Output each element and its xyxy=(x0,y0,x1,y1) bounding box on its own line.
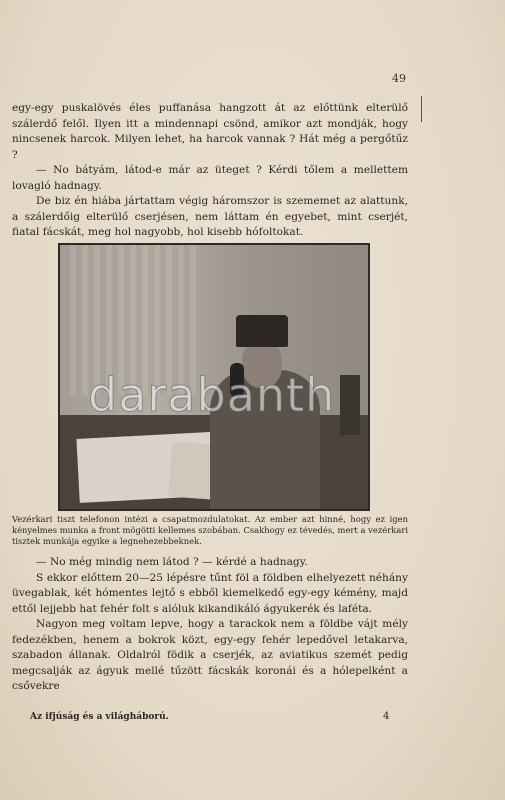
footer-book-title: Az ifjúság és a világháború. xyxy=(30,712,169,722)
margin-pencil-mark xyxy=(421,96,422,122)
paragraph: De biz én hiába jártattam végig háromszor is szememet az alattunk, a szálerdőig elterülő cserjésen, nem láttam én egyebet, mint cserjét, fiatal fácskát, meg hol nagyobb, hol kisebb hófoltokat. xyxy=(12,195,408,238)
paragraph: S ekkor előttem 20—25 lépésre tűnt föl a földben elhelyezett néhány üvegablak, két hómentes lejtő s ebből kiemelkedő egy-egy kémény, majd ettől lejjebb hat fehér folt s alóluk kikandikáló ágyukerék és laféta. xyxy=(12,571,408,615)
paragraph: egy-egy puskalövés éles puffanása hangzott át az előttünk elterülő szálerdő felől. Ilyen itt a mindennapi csönd, amikor azt mondják, hogy nincsenek harcok. Milyen lehet, ha harcok vannak ? Hát még a pergőtűz ? xyxy=(12,102,408,161)
footer-signature-mark: 4 xyxy=(383,711,390,722)
bottom-text-block xyxy=(12,555,408,695)
paragraph: — No még mindig nem látod ? — kérdé a hadnagy. xyxy=(36,556,308,568)
photo-officer-cap xyxy=(236,315,288,347)
paragraph: Nagyon meg voltam lepve, hogy a tarackok nem a földbe vájt mély fedezékben, henem a bokrok közt, egy-egy fehér lepedővel letakarva, szabadon állanak. Oldalról födik a cserjék, az aviatikus szemét pedig megcsalják az ágyuk mellé tűzött fácskák koronái és a hólepelként a csővekre xyxy=(12,618,408,692)
page-number: 49 xyxy=(392,72,406,85)
top-text-block xyxy=(12,101,408,241)
photo-caption: Vezérkari tiszt telefonon intézi a csapatmozdulatokat. Az ember azt hinné, hogy ez igen kényelmes munka a front mögötti kellemes szobában. Csakhogy ez tévedés, mert a vezérkari tisztek munkája egyike a legnehezebbeknek. xyxy=(12,514,408,546)
watermark: darabanth xyxy=(88,368,336,422)
paragraph: — No bátyám, látod-e már az üteget ? Kérdi tőlem a mellettem lovagló hadnagy. xyxy=(12,164,408,192)
